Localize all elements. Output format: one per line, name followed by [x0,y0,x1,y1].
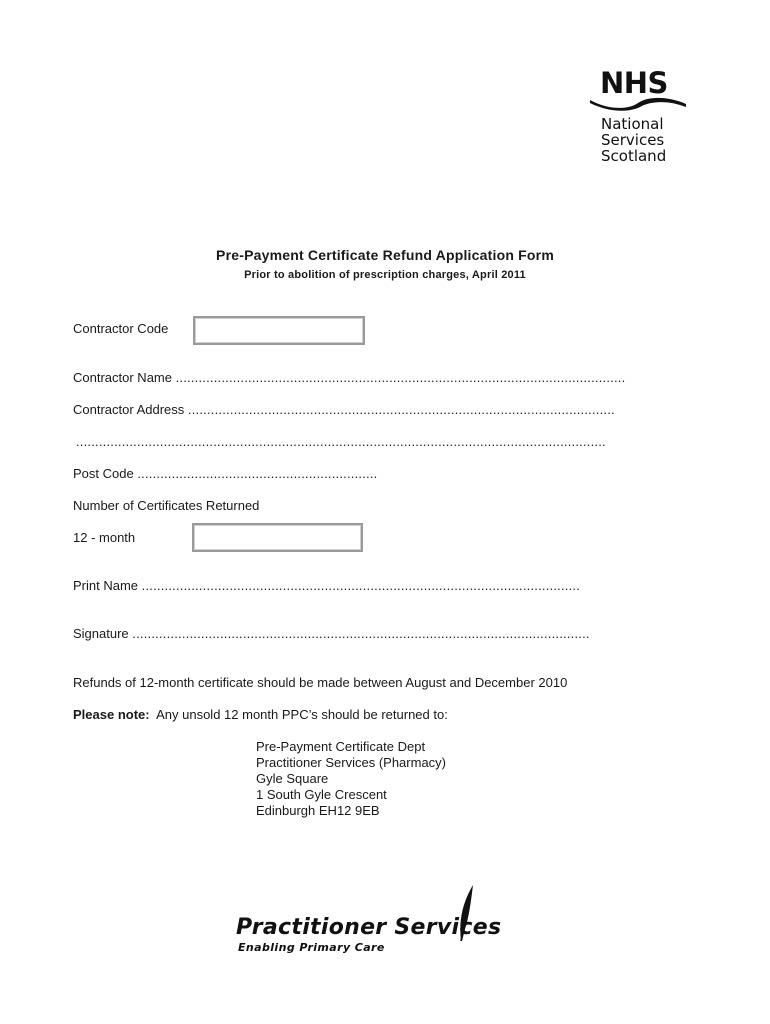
nhs-logo [588,68,698,168]
post-code-label: Post Code [73,466,134,481]
contractor-address-row[interactable] [73,402,615,418]
contractor-address-label: Contractor Address [73,402,185,417]
address-line: Practitioner Services (Pharmacy) [256,755,446,770]
twelve-month-count-box[interactable] [192,523,363,552]
practitioner-services-logo [236,883,546,963]
practitioner-services-tagline: Enabling Primary Care [238,941,385,954]
contractor-name-row[interactable] [73,370,625,386]
twelve-month-label: 12 - month [73,530,136,545]
please-note-text: Any unsold 12 month PPC’s should be returned to: [156,707,448,722]
nhs-org-name [601,116,666,164]
contractor-name-label: Contractor Name [73,370,172,385]
certificates-returned-label: Number of Certificates Returned [73,498,260,513]
print-name-label: Print Name [73,578,139,593]
please-note-label: Please note: [73,707,150,722]
print-name-field[interactable]: ................................................................................................................... [141,578,581,593]
signature-row[interactable] [73,626,590,642]
form-title: Pre-Payment Certificate Refund Application Form [216,247,554,263]
refund-period-text: Refunds of 12-month certificate should be made between August and December 2010 [73,675,568,690]
contractor-address-field[interactable]: ................................................................................................................ [187,402,615,417]
post-code-row[interactable] [73,466,377,482]
address-line: 1 South Gyle Crescent [256,787,387,802]
please-note [73,707,448,723]
signature-field[interactable]: ........................................................................................................................ [132,626,590,641]
return-address [256,739,446,819]
contractor-name-field[interactable]: ...................................................................................................................... [175,370,626,385]
signature-label: Signature [73,626,129,641]
contractor-code-box[interactable] [193,316,365,345]
nhs-wordmark: NHS [600,66,668,100]
form-subtitle: Prior to abolition of prescription charges, April 2011 [244,269,526,281]
address-line2-dots[interactable]: ........................................................................................................................................... [76,434,606,449]
contractor-code-label: Contractor Code [73,321,169,336]
nhs-line-national: National [601,115,664,133]
address-line: Pre-Payment Certificate Dept [256,739,426,754]
address-line: Gyle Square [256,771,329,786]
print-name-row[interactable] [73,578,580,594]
nhs-line-scotland: Scotland [601,147,667,165]
nhs-line-services: Services [601,131,665,149]
contractor-address-line2-field[interactable] [76,434,606,450]
nhs-swoosh-icon [588,94,688,112]
practitioner-services-name: Practitioner Services [236,915,502,940]
post-code-field[interactable]: ............................................................... [137,466,378,481]
address-line: Edinburgh EH12 9EB [256,803,380,818]
